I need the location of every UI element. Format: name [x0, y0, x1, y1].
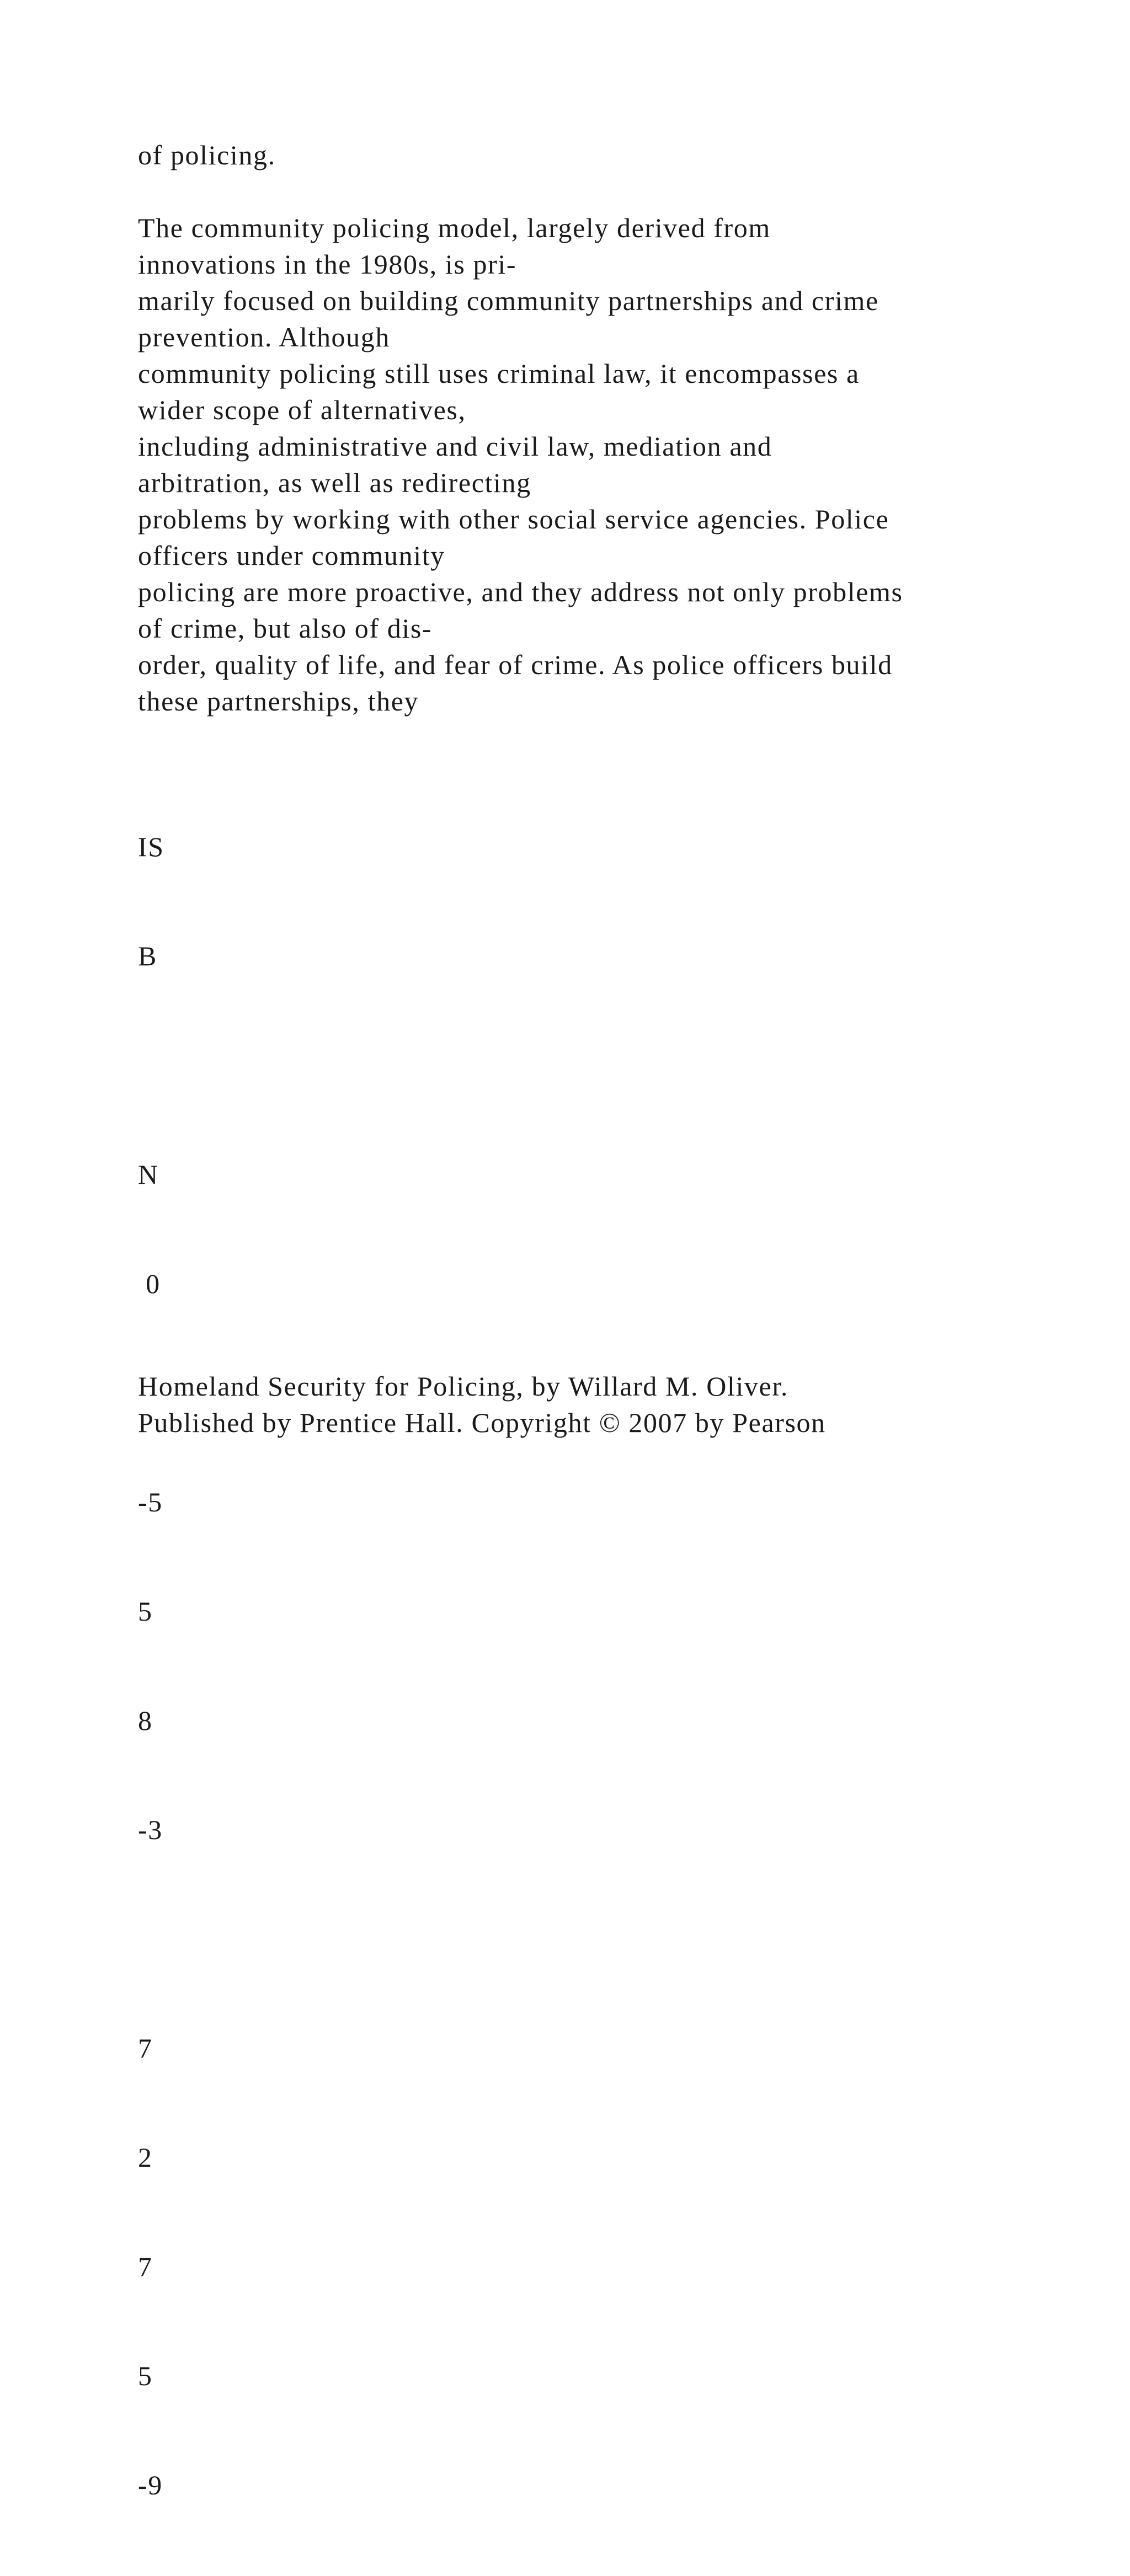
text-line: problems by working with other social service agencies. Police	[138, 504, 889, 535]
text-line: wider scope of alternatives,	[138, 394, 466, 425]
text-line: innovations in the 1980s, is pri-	[138, 249, 517, 280]
isbn-line: -9	[138, 2470, 163, 2500]
isbn-line	[138, 1921, 1109, 1957]
isbn-line: 0	[138, 1268, 161, 1299]
text-line: arbitration, as well as redirecting	[138, 467, 531, 498]
isbn-line: 5	[138, 2360, 153, 2391]
isbn-sidebar-fragment	[138, 756, 1109, 2576]
intro-fragment	[138, 137, 1109, 173]
text-line: of crime, but also of dis-	[138, 613, 433, 644]
isbn-line: 7	[138, 2251, 153, 2282]
citation-line: Homeland Security for Policing, by Willard M. Oliver.	[138, 1371, 788, 1402]
isbn-line: B	[138, 940, 157, 971]
text-line: community policing still uses criminal law, it encompasses a	[138, 358, 860, 389]
text-line: The community policing model, largely derived from	[138, 212, 771, 243]
text-line: including administrative and civil law, mediation and	[138, 431, 772, 462]
text-line: prevention. Although	[138, 322, 390, 352]
isbn-line: 2	[138, 2142, 153, 2173]
text-line: these partnerships, they	[138, 686, 419, 717]
book-citation	[138, 1368, 1109, 1441]
isbn-line: N	[138, 1159, 159, 1190]
isbn-line: 8	[138, 1705, 153, 1736]
isbn-line	[138, 1047, 1109, 1083]
text-line: order, quality of life, and fear of crime. As police officers build	[138, 649, 893, 680]
text-line: officers under community	[138, 540, 445, 571]
citation-line: Published by Prentice Hall. Copyright © 2007 by Pearson	[138, 1407, 826, 1438]
isbn-line: 7	[138, 2033, 153, 2064]
text-line: policing are more proactive, and they address not only problems	[138, 576, 903, 607]
text-line: of policing.	[138, 140, 276, 170]
isbn-line: -3	[138, 1814, 163, 1845]
isbn-line: 5	[138, 1596, 153, 1627]
community-policing-paragraph	[138, 210, 1109, 719]
text-line: marily focused on building community partnerships and crime	[138, 285, 879, 316]
isbn-line: IS	[138, 831, 164, 862]
isbn-line: -5	[138, 1487, 163, 1517]
